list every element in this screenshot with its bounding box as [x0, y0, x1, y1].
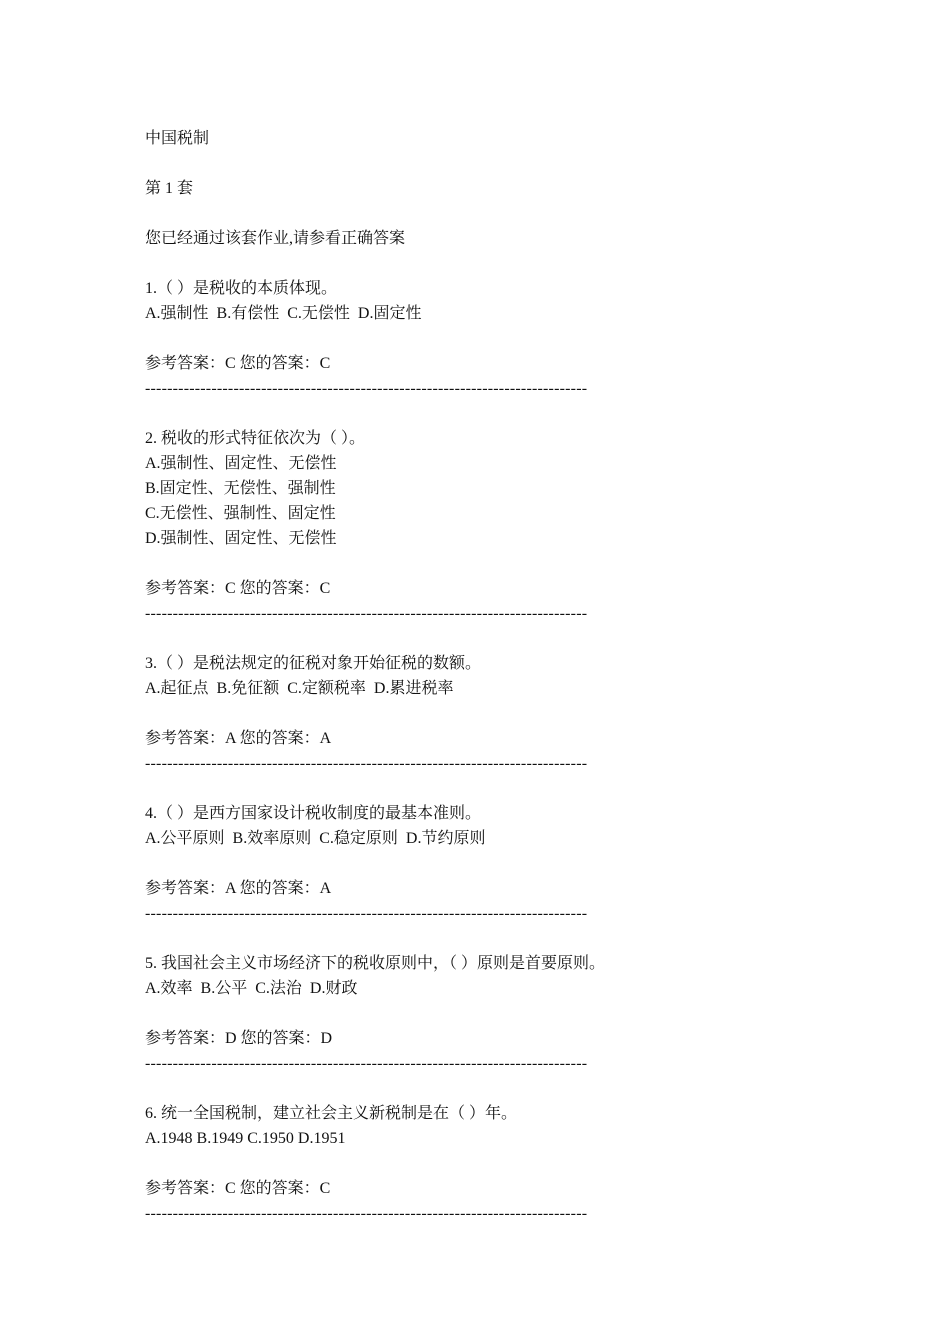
- question-block: [145, 276, 845, 426]
- question-options: A.强制性 B.有偿性 C.无偿性 D.固定性: [145, 305, 422, 322]
- question-stem: 3.（ ）是税法规定的征税对象开始征税的数额。: [145, 655, 482, 672]
- answer-line: 参考答案：A 您的答案：A: [145, 730, 332, 747]
- question-option-c: C.无偿性、强制性、固定性: [145, 505, 336, 522]
- spacer: [145, 326, 845, 351]
- spacer: [145, 626, 845, 651]
- spacer: [145, 776, 845, 801]
- divider-line: --------------------------------------------------------------------------------: [145, 605, 588, 622]
- divider-line: --------------------------------------------------------------------------------: [145, 905, 588, 922]
- answer-line: 参考答案：C 您的答案：C: [145, 580, 331, 597]
- spacer: [145, 201, 845, 226]
- question-block: [145, 426, 845, 651]
- question-stem: 6. 统一全国税制，建立社会主义新税制是在（ ）年。: [145, 1105, 518, 1122]
- question-options: A.公平原则 B.效率原则 C.稳定原则 D.节约原则: [145, 830, 486, 847]
- spacer: [145, 401, 845, 426]
- spacer: [145, 1151, 845, 1176]
- question-option-b: B.固定性、无偿性、强制性: [145, 480, 336, 497]
- spacer: [145, 251, 845, 276]
- document-page: [145, 126, 845, 1226]
- answer-line: 参考答案：C 您的答案：C: [145, 355, 331, 372]
- document-title: 中国税制: [145, 130, 210, 147]
- question-stem: 2. 税收的形式特征依次为（ ）。: [145, 430, 366, 447]
- divider-line: --------------------------------------------------------------------------------: [145, 380, 588, 397]
- answer-line: 参考答案：A 您的答案：A: [145, 880, 332, 897]
- spacer: [145, 701, 845, 726]
- spacer: [145, 1076, 845, 1101]
- spacer: [145, 851, 845, 876]
- question-stem: 1.（ ）是税收的本质体现。: [145, 280, 338, 297]
- question-options: A.效率 B.公平 C.法治 D.财政: [145, 980, 358, 997]
- question-option-a: A.强制性、固定性、无偿性: [145, 455, 337, 472]
- question-options: A.起征点 B.免征额 C.定额税率 D.累进税率: [145, 680, 454, 697]
- set-label: 第 1 套: [145, 180, 194, 197]
- answer-line: 参考答案：D 您的答案：D: [145, 1030, 333, 1047]
- divider-line: --------------------------------------------------------------------------------: [145, 1205, 588, 1222]
- question-option-d: D.强制性、固定性、无偿性: [145, 530, 337, 547]
- spacer: [145, 1001, 845, 1026]
- divider-line: --------------------------------------------------------------------------------: [145, 755, 588, 772]
- question-options: A.1948 B.1949 C.1950 D.1951: [145, 1130, 346, 1147]
- question-block: [145, 801, 845, 951]
- question-block: [145, 1101, 845, 1226]
- status-note: 您已经通过该套作业,请参看正确答案: [145, 230, 406, 247]
- spacer: [145, 151, 845, 176]
- question-block: [145, 651, 845, 801]
- question-stem: 4.（ ）是西方国家设计税收制度的最基本准则。: [145, 805, 482, 822]
- question-stem: 5. 我国社会主义市场经济下的税收原则中，（ ）原则是首要原则。: [145, 955, 606, 972]
- answer-line: 参考答案：C 您的答案：C: [145, 1180, 331, 1197]
- question-block: [145, 951, 845, 1101]
- divider-line: --------------------------------------------------------------------------------: [145, 1055, 588, 1072]
- spacer: [145, 551, 845, 576]
- spacer: [145, 926, 845, 951]
